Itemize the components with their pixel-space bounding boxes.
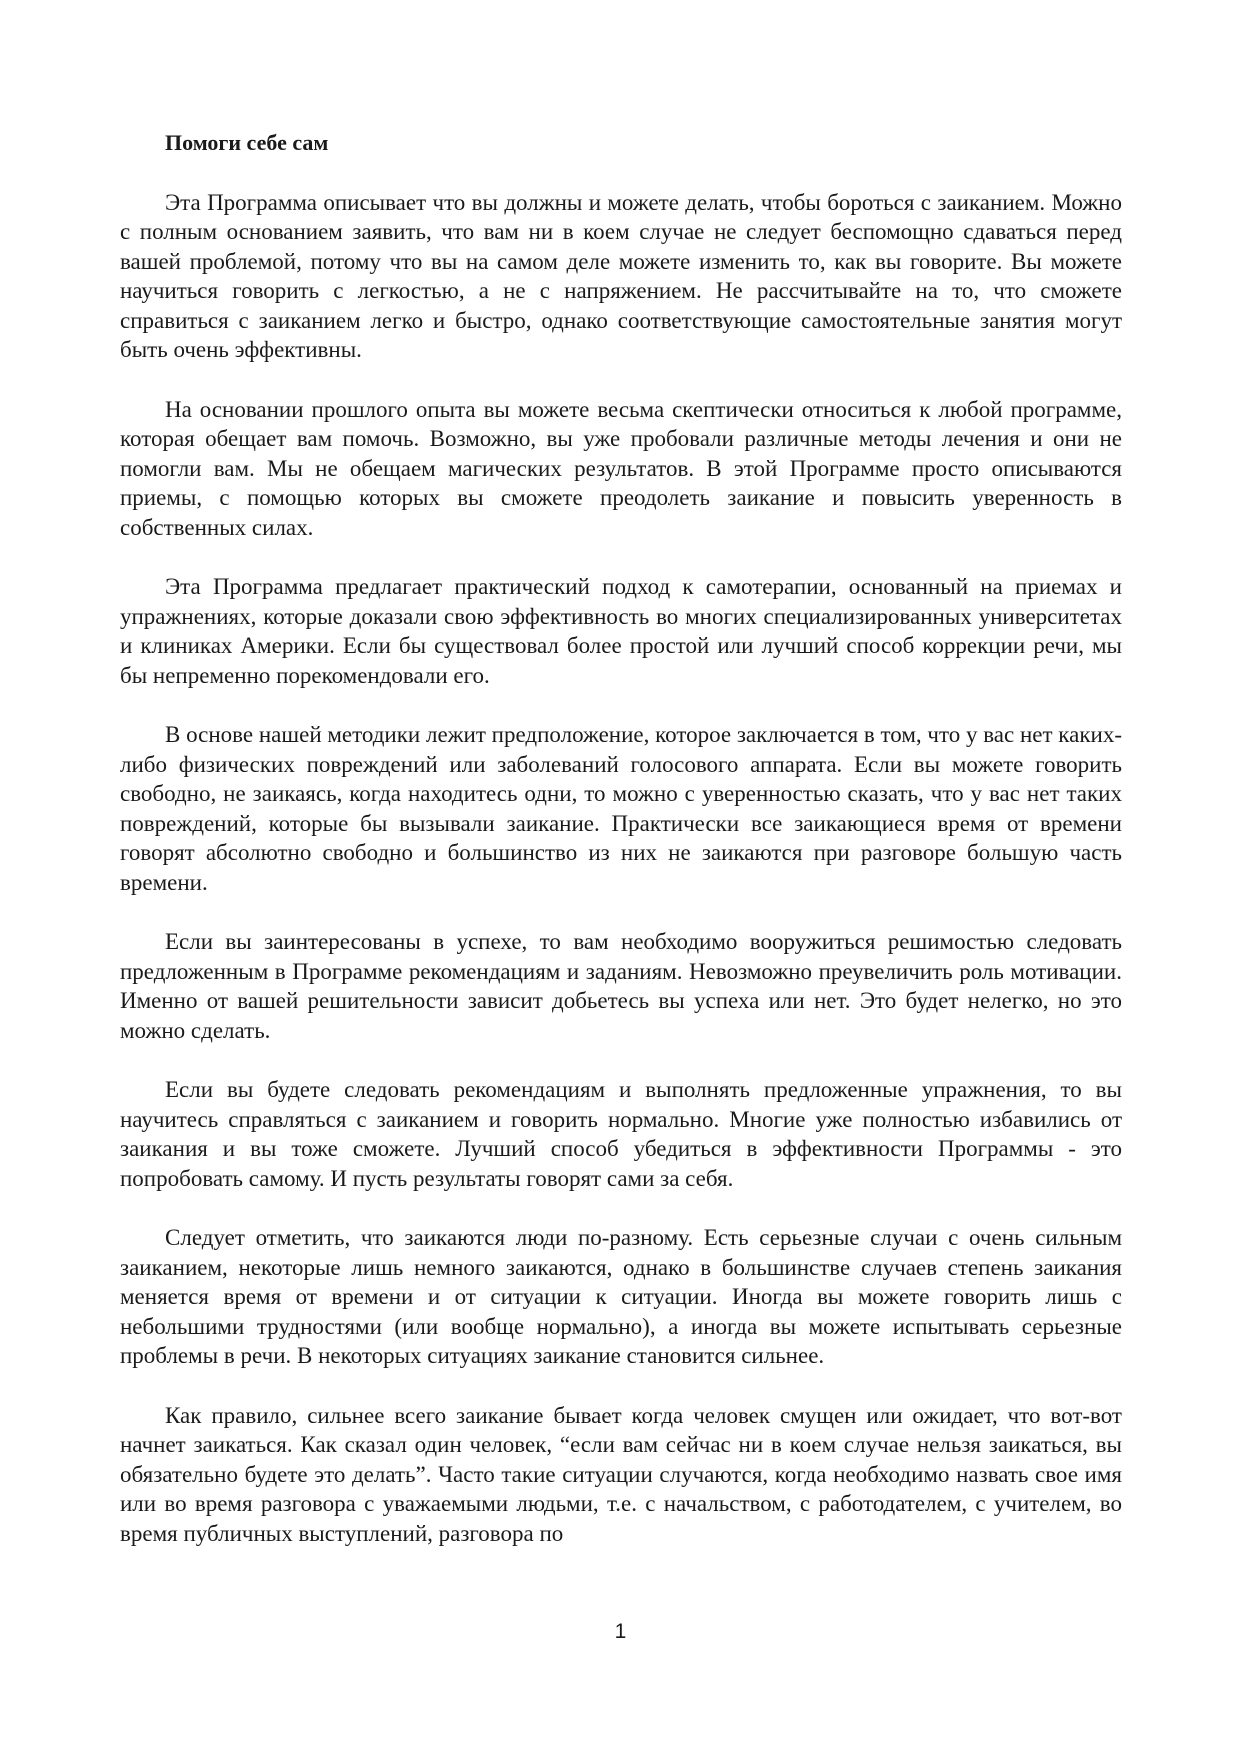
page-number: 1	[614, 1620, 627, 1643]
paragraph-7: Следует отметить, что заикаются люди по-разному. Есть серьезные случаи с очень сильным заиканием, некоторые лишь немного заикаются, однако в большинстве случаев степень заикания меняется время от времени и от ситуации к ситуации. Иногда вы можете говорить лишь с небольшими трудностями (или вообще нормально), а иногда вы можете испытывать серьезные проблемы в речи. В некоторых ситуациях заикание становится сильнее.	[120, 1225, 1122, 1368]
paragraph-1: Эта Программа описывает что вы должны и можете делать, чтобы бороться с заиканием. Можно с полным основанием заявить, что вам ни в коем случае не следует беспомощно сдаваться перед вашей проблемой, потому что вы на самом деле можете изменить то, как вы говорите. Вы можете научиться говорить с легкостью, а не с напряжением. Не рассчитывайте на то, что сможете справиться с заиканием легко и быстро, однако соответствующие самостоятельные занятия могут быть очень эффективны.	[120, 189, 1122, 362]
document-page	[120, 128, 1122, 1578]
document-title: Помоги себе сам	[165, 130, 329, 155]
paragraph-5: Если вы заинтересованы в успехе, то вам необходимо вооружиться решимостью следовать предложенным в Программе рекомендациям и заданиям. Невозможно преувеличить роль мотивации. Именно от вашей решительности зависит добьетесь вы успеха или нет. Это будет нелегко, но это можно сделать.	[120, 929, 1122, 1043]
paragraph-3: Эта Программа предлагает практический подход к самотерапии, основанный на приемах и упражнениях, которые доказали свою эффективность во многих специализированных университетах и клиниках Америки. Если бы существовал более простой или лучший способ коррекции речи, мы бы непременно порекомендовали его.	[120, 574, 1122, 688]
paragraph-8: Как правило, сильнее всего заикание бывает когда человек смущен или ожидает, что вот-вот начнет заикаться. Как сказал один человек, “если вам сейчас ни в коем случае нельзя заикаться, вы обязательно будете это делать”. Часто такие ситуации случаются, когда необходимо назвать свое имя или во время разговора с уважаемыми людьми, т.е. с начальством, с работодателем, с учителем, во время публичных выступлений, разговора по	[120, 1402, 1122, 1546]
paragraph-4: В основе нашей методики лежит предположение, которое заключается в том, что у вас нет каких-либо физических повреждений или заболеваний голосового аппарата. Если вы можете говорить свободно, не заикаясь, когда находитесь одни, то можно с уверенностью сказать, что у вас нет таких повреждений, которые бы вызывали заикание. Практически все заикающиеся время от времени говорят абсолютно свободно и большинство из них не заикаются при разговоре большую часть времени.	[120, 722, 1122, 895]
paragraph-6: Если вы будете следовать рекомендациям и выполнять предложенные упражнения, то вы научитесь справляться с заиканием и говорить нормально. Многие уже полностью избавились от заикания и вы тоже сможете. Лучший способ убедиться в эффективности Программы - это попробовать самому. И пусть результаты говорят сами за себя.	[120, 1077, 1122, 1191]
paragraph-2: На основании прошлого опыта вы можете весьма скептически относиться к любой программе, которая обещает вам помочь. Возможно, вы уже пробовали различные методы лечения и они не помогли вам. Мы не обещаем магических результатов. В этой Программе просто описываются приемы, с помощью которых вы сможете преодолеть заикание и повысить уверенность в собственных силах.	[120, 396, 1122, 540]
